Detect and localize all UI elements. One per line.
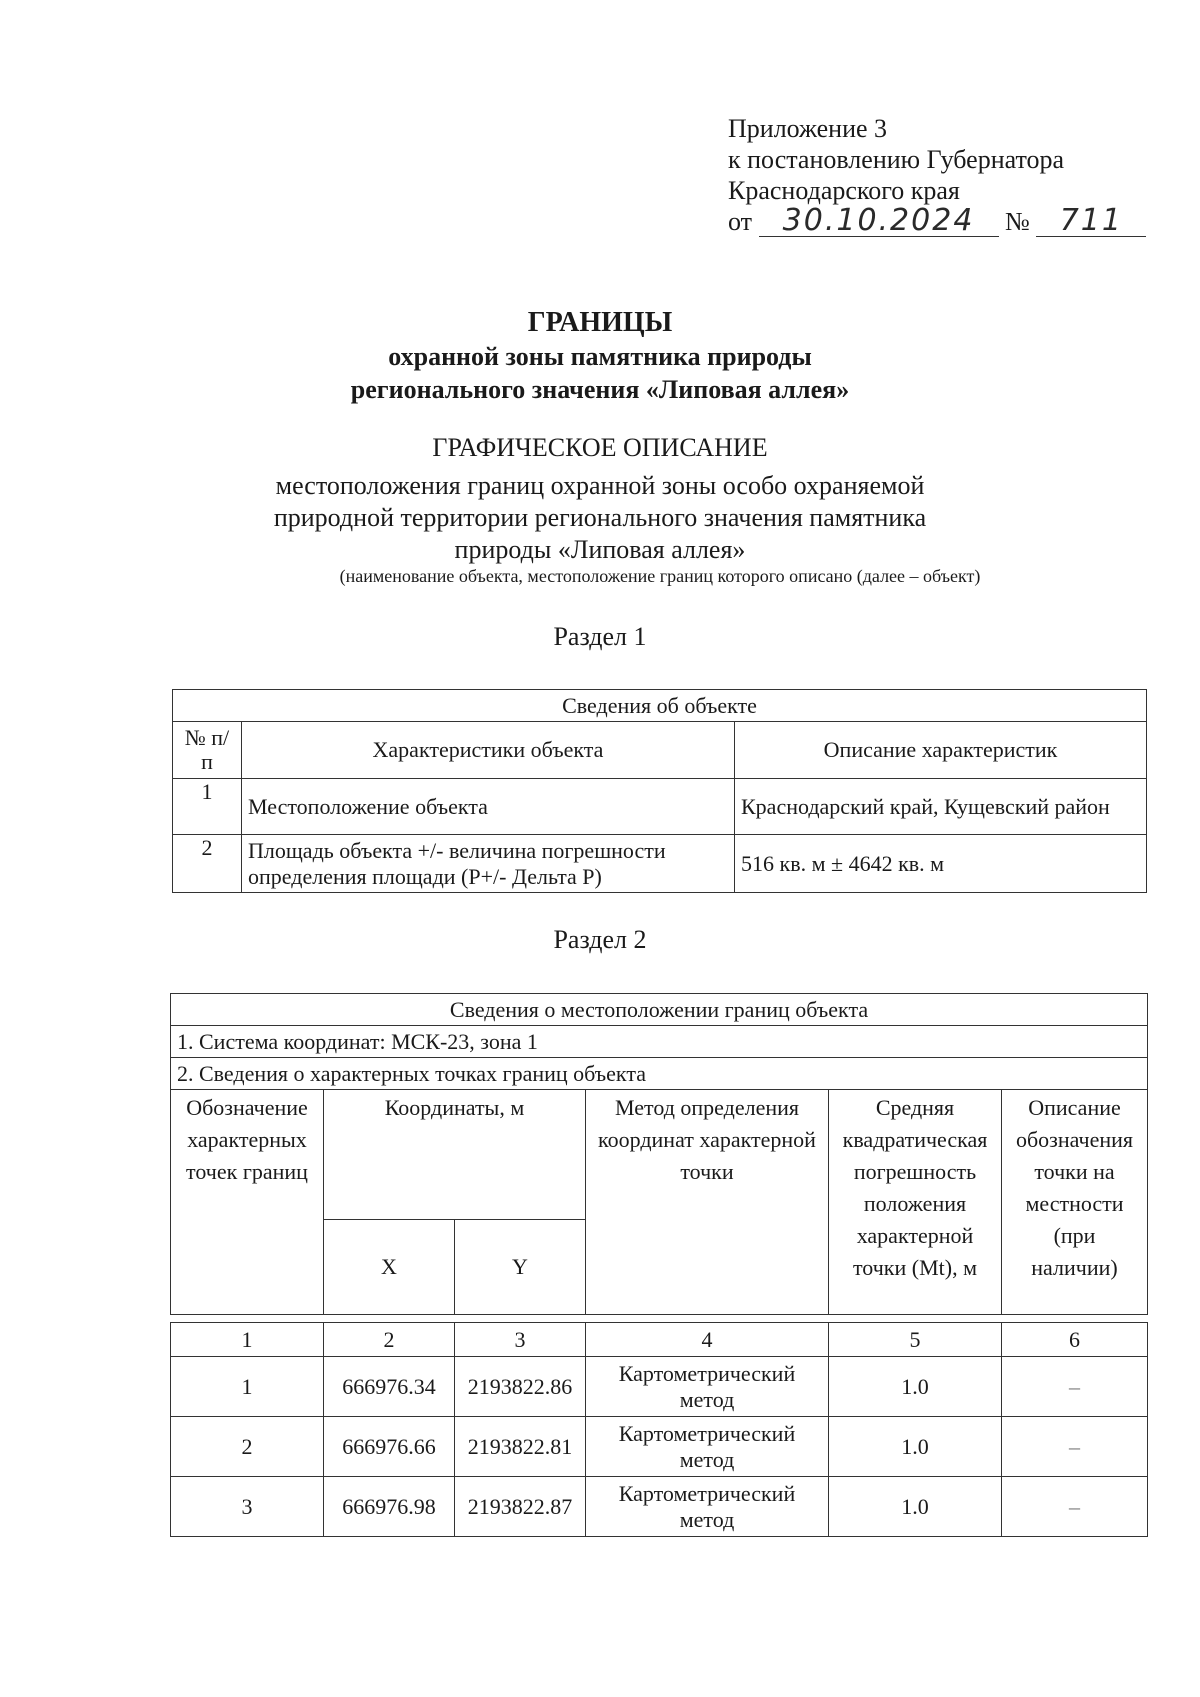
- error: 1.0: [829, 1357, 1002, 1417]
- column-header-y: Y: [455, 1220, 586, 1315]
- column-number: 2: [324, 1323, 455, 1357]
- appendix-date-line: [728, 203, 1146, 238]
- appendix-line-decree: к постановлению Губернатора: [728, 145, 1065, 174]
- table-row: [173, 835, 1147, 893]
- coord-y: 2193822.86: [455, 1357, 586, 1417]
- point-id: 3: [171, 1477, 324, 1537]
- column-header: Обозначение характерных точек границ: [171, 1090, 324, 1315]
- column-header: Координаты, м: [324, 1090, 586, 1220]
- description: –: [1002, 1477, 1148, 1537]
- column-header: Описание характеристик: [735, 722, 1147, 779]
- graphic-caption: (наименование объекта, местоположение границ которого описано (далее – объект): [339, 566, 981, 586]
- table-row: [171, 1417, 1148, 1477]
- table-cell: 2: [173, 835, 242, 893]
- method: Картометрический метод: [586, 1477, 829, 1537]
- point-id: 2: [171, 1417, 324, 1477]
- column-header: Описание обозначения точки на местности (при наличии): [1002, 1090, 1148, 1315]
- column-number: 6: [1002, 1323, 1148, 1357]
- column-header: Характеристики объекта: [242, 722, 735, 779]
- table-cell: Площадь объекта +/- величина погрешности определения площади (P+/- Дельта P): [242, 835, 735, 893]
- method: Картометрический метод: [586, 1357, 829, 1417]
- number-value: 711: [1036, 206, 1146, 237]
- number-prefix: №: [1005, 207, 1030, 236]
- table-cell: 1: [173, 779, 242, 835]
- error: 1.0: [829, 1417, 1002, 1477]
- column-header: Метод определения координат характерной точки: [586, 1090, 829, 1315]
- column-header: № п/п: [173, 722, 242, 779]
- column-number-row: [171, 1323, 1148, 1357]
- coord-x: 666976.34: [324, 1357, 455, 1417]
- object-info-table: [172, 689, 1147, 893]
- table-cell: 516 кв. м ± 4642 кв. м: [735, 835, 1147, 893]
- date-prefix: от: [728, 207, 753, 236]
- coord-x: 666976.98: [324, 1477, 455, 1537]
- date-value: 30.10.2024: [759, 206, 999, 237]
- table-caption: Сведения об объекте: [173, 690, 1147, 722]
- appendix-title: Приложение 3: [728, 114, 888, 143]
- column-header: Средняя квадратическая погрешность положения характерной точки (Mt), м: [829, 1090, 1002, 1315]
- coord-x: 666976.66: [324, 1417, 455, 1477]
- description: –: [1002, 1357, 1148, 1417]
- table-cell: Краснодарский край, Кущевский район: [735, 779, 1147, 835]
- point-id: 1: [171, 1357, 324, 1417]
- doc-subtitle-2: регионального значения «Липовая аллея»: [350, 375, 850, 404]
- section2-title: Раздел 2: [553, 925, 647, 954]
- table-cell: Местоположение объекта: [242, 779, 735, 835]
- doc-title: ГРАНИЦЫ: [527, 307, 673, 338]
- graphic-line-2: природной территории регионального значения памятника: [273, 503, 927, 532]
- graphic-line-3: природы «Липовая аллея»: [454, 535, 746, 564]
- coord-y: 2193822.87: [455, 1477, 586, 1537]
- column-number: 3: [455, 1323, 586, 1357]
- coord-y: 2193822.81: [455, 1417, 586, 1477]
- table-row: [171, 1357, 1148, 1417]
- table-row: [173, 779, 1147, 835]
- graphic-heading: ГРАФИЧЕСКОЕ ОПИСАНИЕ: [432, 433, 768, 462]
- points-table: [170, 1322, 1148, 1537]
- method: Картометрический метод: [586, 1417, 829, 1477]
- graphic-line-1: местоположения границ охранной зоны особо охраняемой: [275, 471, 925, 500]
- table-caption: Сведения о местоположении границ объекта: [171, 994, 1148, 1026]
- column-header-x: X: [324, 1220, 455, 1315]
- appendix-line-region: Краснодарского края: [728, 176, 960, 205]
- column-number: 1: [171, 1323, 324, 1357]
- doc-subtitle-1: охранной зоны памятника природы: [388, 342, 812, 371]
- column-number: 4: [586, 1323, 829, 1357]
- coordinate-system: 1. Система координат: МСК-23, зона 1: [171, 1026, 1148, 1058]
- boundary-info-table: [170, 993, 1148, 1315]
- description: –: [1002, 1417, 1148, 1477]
- column-number: 5: [829, 1323, 1002, 1357]
- table-row: [171, 1477, 1148, 1537]
- section1-title: Раздел 1: [553, 622, 647, 651]
- points-caption: 2. Сведения о характерных точках границ объекта: [171, 1058, 1148, 1090]
- appendix-block: [728, 113, 1146, 237]
- error: 1.0: [829, 1477, 1002, 1537]
